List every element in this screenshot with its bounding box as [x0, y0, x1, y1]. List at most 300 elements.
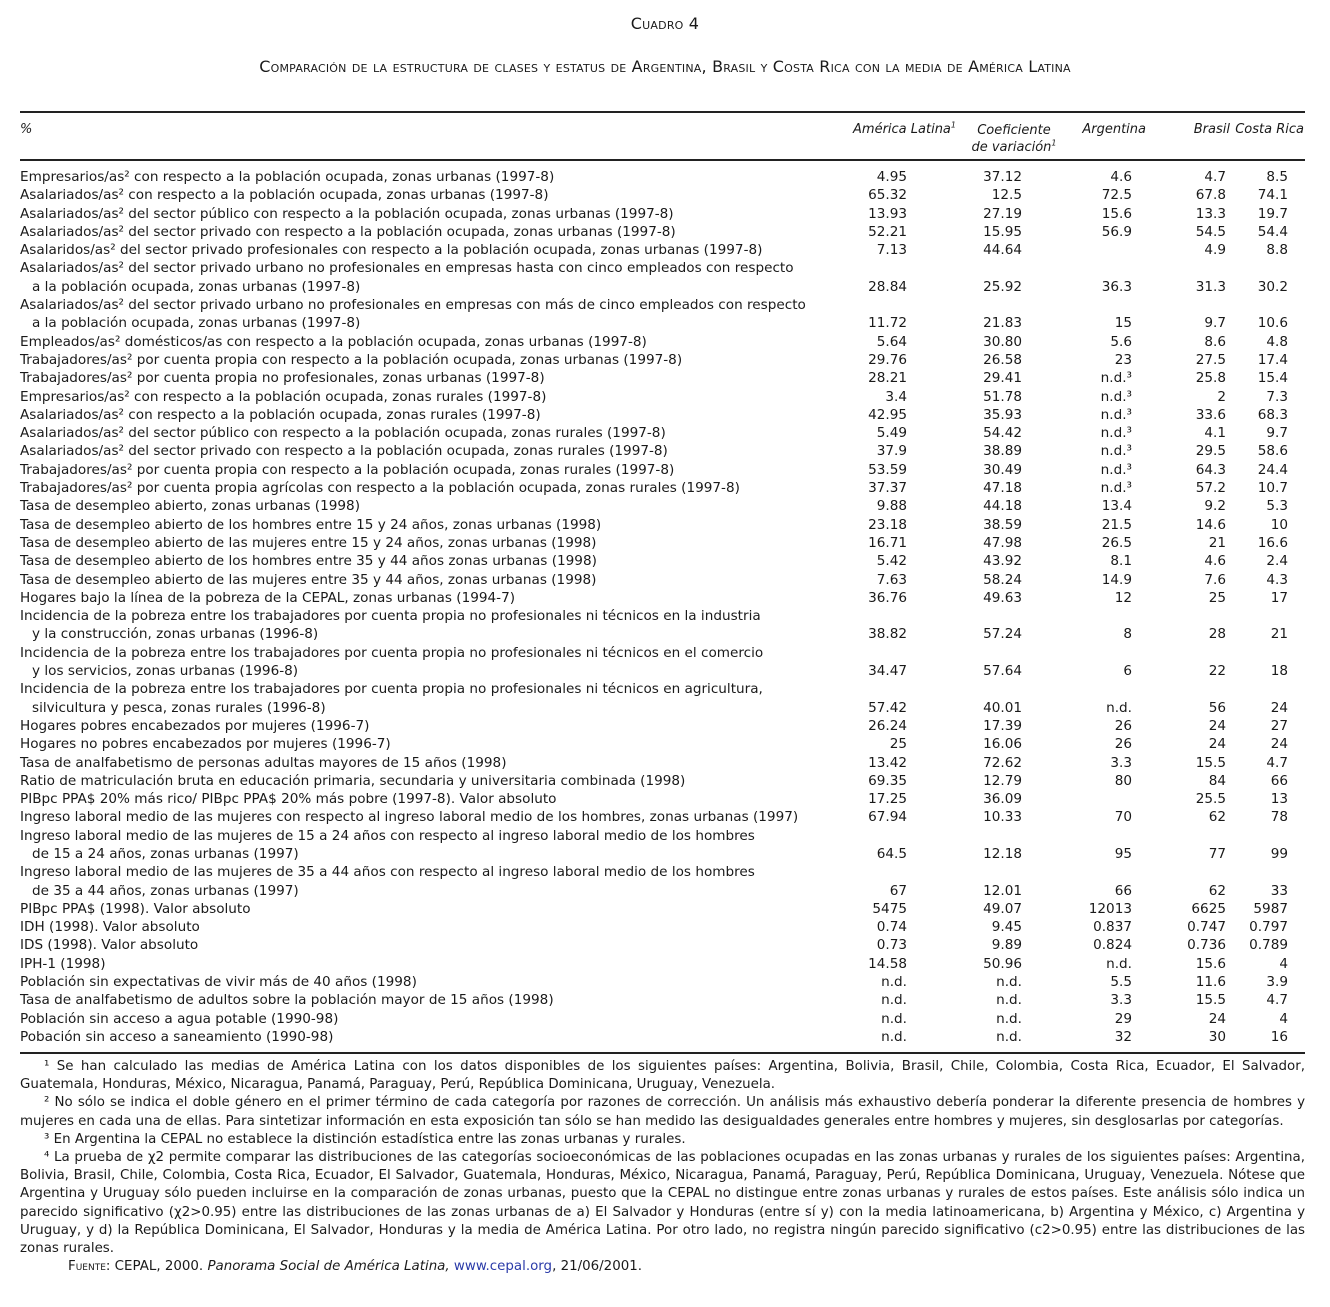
- value-argentina: 6: [1123, 663, 1132, 680]
- row-label-line: Tasa de desempleo abierto de las mujeres entre 35 y 44 años, zonas urbanas (1998): [20, 571, 597, 588]
- value-america-latina: 28.84: [868, 278, 907, 295]
- value-coeficiente: 54.42: [983, 425, 1022, 442]
- value-coeficiente: 16.06: [983, 736, 1022, 753]
- value-brasil: 0.747: [1187, 919, 1226, 936]
- value-costa-rica: 30.2: [1257, 278, 1288, 295]
- table-row: [20, 333, 1305, 351]
- header-percent: %: [20, 122, 33, 137]
- row-label-line: Trabajadores/as² por cuenta propia con respecto a la población ocupada, zonas rurales (1997-8): [20, 461, 675, 478]
- row-label: [20, 406, 820, 424]
- value-coeficiente: 40.01: [983, 699, 1022, 716]
- row-label-continuation: y los servicios, zonas urbanas (1996-8): [32, 663, 299, 680]
- value-brasil: 62: [1208, 882, 1226, 899]
- value-costa-rica: 24: [1270, 736, 1288, 753]
- value-costa-rica: 33: [1270, 882, 1288, 899]
- row-label: [20, 991, 820, 1009]
- value-costa-rica: 4.3: [1266, 571, 1288, 588]
- value-brasil: 62: [1208, 809, 1226, 826]
- value-costa-rica: 0.789: [1249, 937, 1288, 954]
- table-row: [20, 406, 1305, 424]
- value-brasil: 4.1: [1204, 425, 1226, 442]
- value-america-latina: 37.37: [868, 480, 907, 497]
- value-argentina: 0.837: [1093, 919, 1132, 936]
- value-brasil: 13.3: [1195, 205, 1226, 222]
- row-label: [20, 918, 820, 936]
- value-argentina: 4.6: [1110, 169, 1132, 185]
- value-brasil: 15.5: [1195, 754, 1226, 771]
- row-label: [20, 369, 820, 387]
- value-costa-rica: 8.5: [1266, 169, 1288, 185]
- value-brasil: 9.7: [1204, 315, 1226, 332]
- row-label-line: Hogares no pobres encabezados por mujeres (1996-7): [20, 736, 391, 753]
- row-label-line: Trabajadores/as² por cuenta propia no profesionales, zonas urbanas (1997-8): [20, 370, 545, 387]
- row-label-line: Incidencia de la pobreza entre los trabajadores por cuenta propia no profesionales ni técnicos en el comercio: [20, 644, 764, 661]
- value-costa-rica: 24.4: [1257, 461, 1288, 478]
- header-rule: [20, 159, 1305, 161]
- table-row: [20, 955, 1305, 973]
- value-argentina: n.d.³: [1100, 443, 1132, 460]
- table-row: [20, 205, 1305, 223]
- value-coeficiente: n.d.: [996, 974, 1022, 991]
- value-argentina: 26: [1114, 736, 1132, 753]
- value-coeficiente: n.d.: [996, 1028, 1022, 1045]
- value-argentina: n.d.: [1106, 699, 1132, 716]
- value-argentina: 80: [1114, 772, 1132, 789]
- row-label: [20, 827, 820, 864]
- header-coeficiente-variacion: Coeficiente de variación$^1$: [971, 123, 1057, 155]
- value-costa-rica: 17: [1270, 589, 1288, 606]
- value-america-latina: n.d.: [881, 974, 907, 991]
- row-label: [20, 808, 820, 826]
- row-label: [20, 571, 820, 589]
- value-america-latina: 52.21: [868, 223, 907, 240]
- value-argentina: 29: [1114, 1010, 1132, 1027]
- table-row: [20, 223, 1305, 241]
- table-row: [20, 479, 1305, 497]
- value-america-latina: 38.82: [868, 626, 907, 643]
- value-america-latina: 37.9: [876, 443, 907, 460]
- value-brasil: 8.6: [1204, 333, 1226, 350]
- row-label-line: Hogares pobres encabezados por mujeres (1996-7): [20, 717, 370, 734]
- value-coeficiente: 10.33: [983, 809, 1022, 826]
- value-costa-rica: 4.7: [1266, 992, 1288, 1009]
- value-coeficiente: 12.18: [983, 845, 1022, 862]
- source-link[interactable]: www.cepal.org: [453, 1259, 553, 1275]
- value-costa-rica: 99: [1270, 845, 1288, 862]
- value-america-latina: 57.42: [868, 699, 907, 716]
- value-brasil: 11.6: [1195, 974, 1226, 991]
- row-label: [20, 1010, 820, 1028]
- value-brasil: 27.5: [1195, 351, 1226, 368]
- value-coeficiente: 30.80: [983, 333, 1022, 350]
- header-brasil: Brasil: [1193, 122, 1230, 137]
- value-coeficiente: 12.79: [983, 772, 1022, 789]
- value-costa-rica: 19.7: [1257, 205, 1288, 222]
- row-label-line: Tasa de analfabetismo de adultos sobre la población mayor de 15 años (1998): [20, 992, 554, 1009]
- row-label: [20, 607, 820, 644]
- value-costa-rica: 3.9: [1266, 974, 1288, 991]
- value-america-latina: 7.13: [876, 242, 907, 259]
- row-label: [20, 241, 820, 259]
- value-argentina: 0.824: [1093, 937, 1132, 954]
- table-row: [20, 589, 1305, 607]
- value-coeficiente: 9.45: [991, 919, 1022, 936]
- value-brasil: 24: [1208, 717, 1226, 734]
- value-costa-rica: 4.8: [1266, 333, 1288, 350]
- source-label: Fuente:: [68, 1259, 111, 1275]
- value-america-latina: 16.71: [868, 534, 907, 551]
- row-label: [20, 552, 820, 570]
- value-coeficiente: 26.58: [983, 351, 1022, 368]
- value-coeficiente: n.d.: [996, 992, 1022, 1009]
- row-label: [20, 333, 820, 351]
- value-brasil: 4.6: [1204, 553, 1226, 570]
- value-brasil: 9.2: [1204, 498, 1226, 515]
- value-argentina: 23: [1114, 351, 1132, 368]
- row-label-line: Pobación sin acceso a saneamiento (1990-98): [20, 1028, 334, 1045]
- row-label: [20, 424, 820, 442]
- row-label-line: Trabajadores/as² por cuenta propia con respecto a la población ocupada, zonas urbanas (1997-8): [20, 351, 683, 368]
- table-header: [20, 120, 1305, 160]
- value-costa-rica: 4: [1279, 955, 1288, 972]
- row-label-line: Asalariados/as² del sector privado urbano no profesionales en empresas con más de cinco empleados con respecto: [20, 297, 806, 314]
- value-costa-rica: 0.797: [1249, 919, 1288, 936]
- value-coeficiente: 36.09: [983, 791, 1022, 808]
- row-label-line: Ingreso laboral medio de las mujeres con respecto al ingreso laboral medio de los hombres, zonas urbanas (1997): [20, 809, 799, 826]
- row-label: [20, 644, 820, 681]
- row-label: [20, 186, 820, 204]
- value-america-latina: 64.5: [876, 845, 907, 862]
- source-line: [20, 1258, 1305, 1276]
- value-argentina: 95: [1114, 845, 1132, 862]
- table-row: [20, 735, 1305, 753]
- value-costa-rica: 18: [1270, 663, 1288, 680]
- value-america-latina: 4.95: [876, 169, 907, 185]
- value-brasil: 4.7: [1204, 169, 1226, 185]
- row-label: [20, 754, 820, 772]
- row-label-line: Asalaridos/as² del sector privado profesionales con respecto a la población ocupada, zonas urbanas (1997-8): [20, 242, 763, 259]
- value-america-latina: n.d.: [881, 1010, 907, 1027]
- value-brasil: 31.3: [1195, 278, 1226, 295]
- row-label-line: Trabajadores/as² por cuenta propia agrícolas con respecto a la población ocupada, zonas rurales (1997-8): [20, 480, 740, 497]
- table-row: [20, 424, 1305, 442]
- value-brasil: 64.3: [1195, 461, 1226, 478]
- value-coeficiente: 43.92: [983, 553, 1022, 570]
- value-coeficiente: 21.83: [983, 315, 1022, 332]
- value-costa-rica: 68.3: [1257, 406, 1288, 423]
- value-costa-rica: 27: [1270, 717, 1288, 734]
- value-costa-rica: 15.4: [1257, 370, 1288, 387]
- value-america-latina: 5.64: [876, 333, 907, 350]
- value-coeficiente: 51.78: [983, 388, 1022, 405]
- value-costa-rica: 5.3: [1266, 498, 1288, 515]
- value-brasil: 54.5: [1195, 223, 1226, 240]
- row-label-line: Asalariados/as² del sector público con respecto a la población ocupada, zonas rurales (1997-8): [20, 425, 666, 442]
- row-label: [20, 168, 820, 186]
- source-publication: Panorama Social de América Latina,: [207, 1259, 450, 1275]
- value-coeficiente: 49.07: [983, 900, 1022, 917]
- value-argentina: 70: [1114, 809, 1132, 826]
- value-coeficiente: 15.95: [983, 223, 1022, 240]
- table-row: [20, 680, 1305, 717]
- value-america-latina: 69.35: [868, 772, 907, 789]
- value-argentina: 8.1: [1110, 553, 1132, 570]
- value-argentina: 36.3: [1101, 278, 1132, 295]
- table-row: [20, 534, 1305, 552]
- row-label: [20, 259, 820, 296]
- table-row: [20, 259, 1305, 296]
- table-number: Cuadro 4: [630, 14, 700, 33]
- footnotes: [20, 1058, 1305, 1276]
- value-america-latina: 5.49: [876, 425, 907, 442]
- value-argentina: 15: [1114, 315, 1132, 332]
- table-body: [20, 168, 1305, 1046]
- table-row: [20, 351, 1305, 369]
- row-label-line: Tasa de desempleo abierto, zonas urbanas (1998): [20, 498, 361, 515]
- value-brasil: 15.5: [1195, 992, 1226, 1009]
- row-label-line: Asalariados/as² con respecto a la población ocupada, zonas rurales (1997-8): [20, 406, 541, 423]
- value-coeficiente: 58.24: [983, 571, 1022, 588]
- header-america-latina: América Latina$^1$: [853, 120, 956, 137]
- value-coeficiente: 37.12: [983, 169, 1022, 185]
- row-label-continuation: a la población ocupada, zonas urbanas (1997-8): [32, 315, 361, 332]
- value-costa-rica: 74.1: [1257, 187, 1288, 204]
- header-argentina: Argentina: [1082, 122, 1146, 137]
- value-america-latina: n.d.: [881, 992, 907, 1009]
- value-america-latina: 11.72: [868, 315, 907, 332]
- value-america-latina: 7.63: [876, 571, 907, 588]
- value-argentina: 72.5: [1101, 187, 1132, 204]
- value-argentina: n.d.³: [1100, 388, 1132, 405]
- value-coeficiente: 25.92: [983, 278, 1022, 295]
- row-label-line: Incidencia de la pobreza entre los trabajadores por cuenta propia no profesionales ni técnicos en agricultura,: [20, 681, 763, 698]
- row-label-line: Hogares bajo la línea de la pobreza de la CEPAL, zonas urbanas (1994-7): [20, 589, 516, 606]
- table-row: [20, 772, 1305, 790]
- table-row: [20, 552, 1305, 570]
- row-label-line: PIBpc PPA$ (1998). Valor absoluto: [20, 900, 251, 917]
- table-row: [20, 900, 1305, 918]
- value-america-latina: 67.94: [868, 809, 907, 826]
- row-label-line: Asalariados/as² del sector privado urbano no profesionales en empresas hasta con cinco empleados con respecto: [20, 260, 794, 277]
- row-label: [20, 717, 820, 735]
- value-argentina: 56.9: [1101, 223, 1132, 240]
- row-label: [20, 296, 820, 333]
- table-row: [20, 497, 1305, 515]
- row-label: [20, 461, 820, 479]
- table-row: [20, 442, 1305, 460]
- value-coeficiente: 49.63: [983, 589, 1022, 606]
- row-label-line: Empresarios/as² con respecto a la población ocupada, zonas urbanas (1997-8): [20, 169, 555, 185]
- table-row: [20, 790, 1305, 808]
- value-costa-rica: 13: [1270, 791, 1288, 808]
- row-label: [20, 772, 820, 790]
- row-label-line: Ratio de matriculación bruta en educación primaria, secundaria y universitaria combinada (1998): [20, 772, 686, 789]
- row-label-line: Ingreso laboral medio de las mujeres de 35 a 44 años con respecto al ingreso laboral medio de los hombres: [20, 864, 755, 881]
- value-argentina: 5.5: [1110, 974, 1132, 991]
- value-costa-rica: 4.7: [1266, 754, 1288, 771]
- value-coeficiente: 44.64: [983, 242, 1022, 259]
- row-label: [20, 223, 820, 241]
- row-label-continuation: de 35 a 44 años, zonas urbanas (1997): [32, 882, 299, 899]
- value-brasil: 25.8: [1195, 370, 1226, 387]
- value-argentina: n.d.³: [1100, 461, 1132, 478]
- table-row: [20, 991, 1305, 1009]
- value-coeficiente: 12.5: [991, 187, 1022, 204]
- row-label: [20, 589, 820, 607]
- value-brasil: 14.6: [1195, 516, 1226, 533]
- value-coeficiente: 57.24: [983, 626, 1022, 643]
- row-label-line: Tasa de desempleo abierto de los hombres entre 35 y 44 años zonas urbanas (1998): [20, 553, 597, 570]
- value-argentina: n.d.³: [1100, 406, 1132, 423]
- value-costa-rica: 78: [1270, 809, 1288, 826]
- table-row: [20, 607, 1305, 644]
- table-row: [20, 936, 1305, 954]
- value-america-latina: 28.21: [868, 370, 907, 387]
- value-costa-rica: 58.6: [1257, 443, 1288, 460]
- value-brasil: 25.5: [1195, 791, 1226, 808]
- value-argentina: 3.3: [1110, 754, 1132, 771]
- row-label: [20, 442, 820, 460]
- value-coeficiente: 9.89: [991, 937, 1022, 954]
- row-label-line: Empleados/as² domésticos/as con respecto a la población ocupada, zonas urbanas (1997-8): [20, 333, 647, 350]
- row-label: [20, 955, 820, 973]
- table-row: [20, 644, 1305, 681]
- row-label: [20, 351, 820, 369]
- value-brasil: 67.8: [1195, 187, 1226, 204]
- row-label: [20, 900, 820, 918]
- row-label-line: Tasa de desempleo abierto de las mujeres entre 15 y 24 años, zonas urbanas (1998): [20, 534, 597, 551]
- value-america-latina: 13.42: [868, 754, 907, 771]
- value-brasil: 21: [1208, 534, 1226, 551]
- value-argentina: 26.5: [1101, 534, 1132, 551]
- row-label-line: IDH (1998). Valor absoluto: [20, 919, 200, 936]
- value-coeficiente: 57.64: [983, 663, 1022, 680]
- row-label-line: Asalariados/as² del sector público con respecto a la población ocupada, zonas urbanas (1997-8): [20, 205, 674, 222]
- row-label: [20, 680, 820, 717]
- value-america-latina: 67: [889, 882, 907, 899]
- value-argentina: 21.5: [1101, 516, 1132, 533]
- value-costa-rica: 9.7: [1266, 425, 1288, 442]
- value-brasil: 57.2: [1195, 480, 1226, 497]
- row-label: [20, 388, 820, 406]
- table-row: [20, 571, 1305, 589]
- value-brasil: 28: [1208, 626, 1226, 643]
- header-costa-rica: Costa Rica: [1235, 122, 1304, 137]
- value-costa-rica: 54.4: [1257, 223, 1288, 240]
- value-costa-rica: 5987: [1253, 900, 1288, 917]
- bottom-rule: [20, 1052, 1305, 1054]
- value-america-latina: 23.18: [868, 516, 907, 533]
- value-argentina: n.d.: [1106, 955, 1132, 972]
- value-brasil: 15.6: [1195, 955, 1226, 972]
- value-coeficiente: 38.59: [983, 516, 1022, 533]
- row-label: [20, 1028, 820, 1046]
- row-label: [20, 516, 820, 534]
- row-label-continuation: silvicultura y pesca, zonas rurales (1996-8): [32, 699, 326, 716]
- table-row: [20, 754, 1305, 772]
- value-argentina: 15.6: [1101, 205, 1132, 222]
- value-costa-rica: 16.6: [1257, 534, 1288, 551]
- row-label: [20, 973, 820, 991]
- value-coeficiente: 12.01: [983, 882, 1022, 899]
- value-coeficiente: 27.19: [983, 205, 1022, 222]
- value-america-latina: 53.59: [868, 461, 907, 478]
- value-brasil: 29.5: [1195, 443, 1226, 460]
- value-argentina: 26: [1114, 717, 1132, 734]
- value-argentina: 14.9: [1101, 571, 1132, 588]
- table-row: [20, 168, 1305, 186]
- value-coeficiente: 29.41: [983, 370, 1022, 387]
- row-label-line: IPH-1 (1998): [20, 955, 106, 972]
- source-date: , 21/06/2001.: [552, 1259, 643, 1275]
- value-costa-rica: 4: [1279, 1010, 1288, 1027]
- value-coeficiente: 30.49: [983, 461, 1022, 478]
- value-brasil: 7.6: [1204, 571, 1226, 588]
- row-label: [20, 735, 820, 753]
- table-row: [20, 369, 1305, 387]
- value-coeficiente: 50.96: [983, 955, 1022, 972]
- row-label: [20, 205, 820, 223]
- value-america-latina: 36.76: [868, 589, 907, 606]
- row-label: [20, 790, 820, 808]
- table-row: [20, 863, 1305, 900]
- value-coeficiente: n.d.: [996, 1010, 1022, 1027]
- row-label-line: Ingreso laboral medio de las mujeres de 15 a 24 años con respecto al ingreso laboral medio de los hombres: [20, 827, 755, 844]
- value-costa-rica: 16: [1270, 1028, 1288, 1045]
- table-row: [20, 388, 1305, 406]
- table-title: Comparación de la estructura de clases y estatus de Argentina, Brasil y Costa Rica con la media de América Latina: [259, 57, 1071, 76]
- value-america-latina: 5475: [872, 900, 907, 917]
- value-costa-rica: 10: [1270, 516, 1288, 533]
- source-org: CEPAL, 2000.: [114, 1259, 204, 1275]
- value-brasil: 25: [1208, 589, 1226, 606]
- value-argentina: 8: [1123, 626, 1132, 643]
- row-label-continuation: y la construcción, zonas urbanas (1996-8): [32, 626, 319, 643]
- row-label-line: Población sin expectativas de vivir más de 40 años (1998): [20, 974, 417, 991]
- value-argentina: 5.6: [1110, 333, 1132, 350]
- value-argentina: 13.4: [1101, 498, 1132, 515]
- row-label-line: Tasa de analfabetismo de personas adultas mayores de 15 años (1998): [20, 754, 507, 771]
- row-label-line: Población sin acceso a agua potable (1990-98): [20, 1010, 339, 1027]
- value-coeficiente: 72.62: [983, 754, 1022, 771]
- value-costa-rica: 8.8: [1266, 242, 1288, 259]
- table-row: [20, 186, 1305, 204]
- value-america-latina: 34.47: [868, 663, 907, 680]
- table-row: [20, 1028, 1305, 1046]
- value-costa-rica: 66: [1270, 772, 1288, 789]
- value-costa-rica: 24: [1270, 699, 1288, 716]
- value-costa-rica: 2.4: [1266, 553, 1288, 570]
- value-america-latina: 29.76: [868, 351, 907, 368]
- value-coeficiente: 17.39: [983, 717, 1022, 734]
- footnote-4: ⁴ La prueba de χ2 permite comparar las distribuciones de las categorías socioeconómicas de las poblaciones ocupadas en las zonas urbanas y rurales de los siguientes países: Argentina, Bolivia, Brasil, Chile, Colombia, Costa Rica, Ecuador, El Salvador, Guatemala, Honduras, México, Nicaragua, Panamá, Paraguay, Perú, República Dominicana, Uruguay, Venezuela. Nótese que Argentina y Uruguay sólo pueden incluirse en la comparación de zonas urbanas, puesto que la CEPAL no distingue entre zonas urbanas y rurales de estos países. Este análisis sólo indica un parecido significativo (χ2>0.95) entre las distribuciones de las zonas urbanas de a) El Salvador y Honduras (entre sí y) con la media latinoamericana, b) Argentina y México, c) Argentina y Uruguay, y d) la República Dominicana, El Salvador, Honduras y la media de América Latina. Por otro lado, no registra ningún parecido significativo (c2>0.95) entre las distribuciones de las zonas rurales.: [20, 1150, 1305, 1257]
- value-coeficiente: 44.18: [983, 498, 1022, 515]
- value-coeficiente: 47.18: [983, 480, 1022, 497]
- value-america-latina: n.d.: [881, 1028, 907, 1045]
- value-america-latina: 0.73: [876, 937, 907, 954]
- value-america-latina: 26.24: [868, 717, 907, 734]
- value-america-latina: 13.93: [868, 205, 907, 222]
- value-costa-rica: 10.6: [1257, 315, 1288, 332]
- row-label-line: PIBpc PPA$ 20% más rico/ PIBpc PPA$ 20% más pobre (1997-8). Valor absoluto: [20, 791, 557, 808]
- row-label: [20, 863, 820, 900]
- value-america-latina: 14.58: [868, 955, 907, 972]
- value-brasil: 30: [1208, 1028, 1226, 1045]
- footnote-1: ¹ Se han calculado las medias de América Latina con los datos disponibles de los siguientes países: Argentina, Bolivia, Brasil, Chile, Colombia, Costa Rica, Ecuador, El Salvador, Guatemala, Honduras, México, Nicaragua, Panamá, Paraguay, Perú, República Dominicana, Uruguay, Venezuela.: [20, 1059, 1305, 1093]
- value-argentina: 32: [1114, 1028, 1132, 1045]
- value-brasil: 84: [1208, 772, 1226, 789]
- row-label-line: IDS (1998). Valor absoluto: [20, 937, 199, 954]
